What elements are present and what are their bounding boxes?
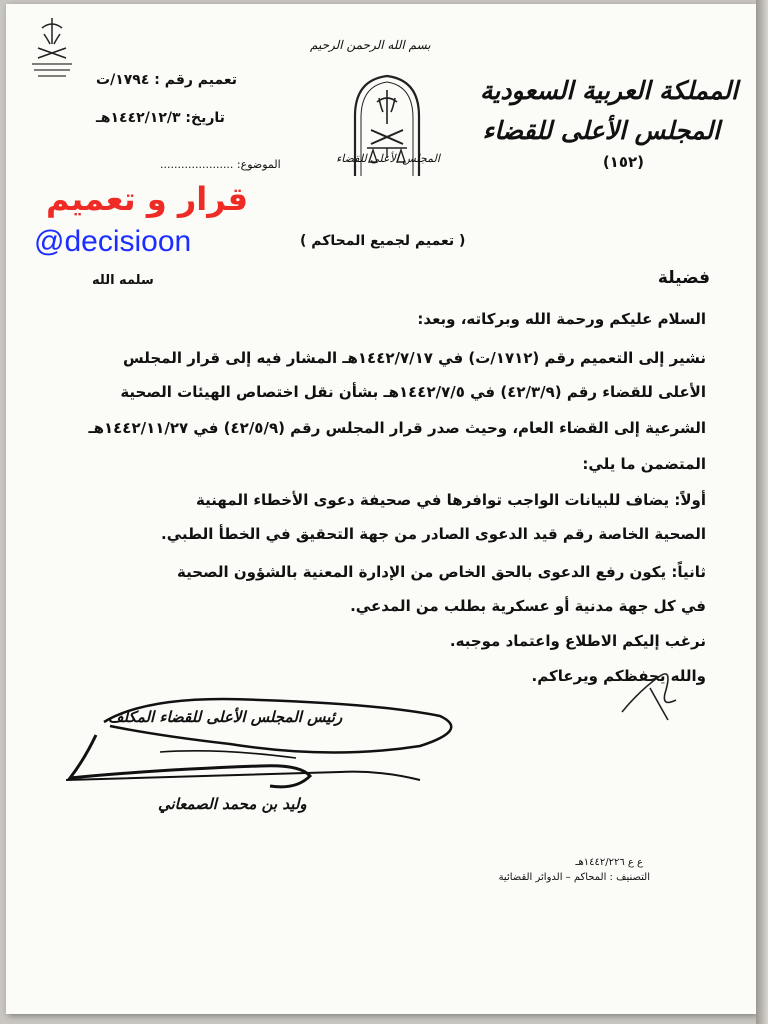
circular-number: تعميم رقم : ١٧٩٤/ت (96, 72, 238, 88)
kingdom-name: المملكة العربية السعودية (479, 76, 738, 105)
watermark-arabic: قرار و تعميم (46, 180, 249, 218)
circular-date: تاريخ: ١٤٤٢/١٢/٣هـ (96, 110, 225, 126)
item-one-line: الصحية الخاصة رقم قيد الدعوى الصادر من جهة التحقيق في الخطأ الطبي. (161, 525, 706, 543)
watermark-handle: @decisioon (34, 225, 192, 258)
reference-code: ع ع ١٤٤٢/٢٢٦هـ (575, 857, 643, 868)
signatory-title: رئيس المجلس الأعلى للقضاء المكلف (108, 708, 343, 726)
paragraph1-line: المتضمن ما يلي: (582, 455, 706, 473)
item-two-line: ثانياً: يكون رفع الدعوى بالحق الخاص من الإدارة المعنية بالشؤون الصحية (177, 563, 706, 581)
item-two-line: في كل جهة مدنية أو عسكرية بطلب من المدعي. (350, 597, 706, 615)
basmala: بسم الله الرحمن الرحيم (310, 38, 431, 52)
salutation-title: فضيلة (657, 268, 710, 288)
paragraph1-line: الأعلى للقضاء رقم (٤٢/٣/٩) في ١٤٤٢/٧/٥هـ بشأن نقل اختصاص الهيئات الصحية (120, 383, 706, 401)
salutation-blessing: سلمه الله (92, 273, 154, 288)
addressee-heading: ( تعميم لجميع المحاكم ) (300, 233, 466, 249)
signatory-name: وليد بن محمد الصمعاني (158, 795, 307, 813)
paragraph1-line: نشير إلى التعميم رقم (١٧١٢/ت) في ١٤٤٢/٧/١٧هـ المشار فيه إلى قرار المجلس (123, 349, 706, 367)
request-line: نرغب إليكم الاطلاع واعتماد موجبه. (449, 632, 706, 650)
classification-line: التصنيف : المحاكم – الدوائر القضائية (498, 872, 650, 883)
closing-line: والله يحفظكم ويرعاكم. (531, 667, 706, 685)
item-one-line: أولاً: يضاف للبيانات الواجب توافرها في صحيفة دعوى الأخطاء المهنية (196, 491, 706, 509)
greeting-line: السلام عليكم ورحمة الله وبركاته، وبعد: (417, 310, 706, 328)
subject-label: الموضوع: ..................... (160, 158, 281, 171)
council-name: المجلس الأعلى للقضاء (482, 116, 720, 145)
issue-number: (١٥٢) (602, 153, 644, 171)
paragraph1-line: الشرعية إلى القضاء العام، وحيث صدر قرار المجلس رقم (٤٢/٥/٩) في ١٤٤٢/١١/٢٧هـ (88, 419, 706, 437)
emblem-caption: المجلس الأعلى للقضاء (336, 152, 440, 165)
